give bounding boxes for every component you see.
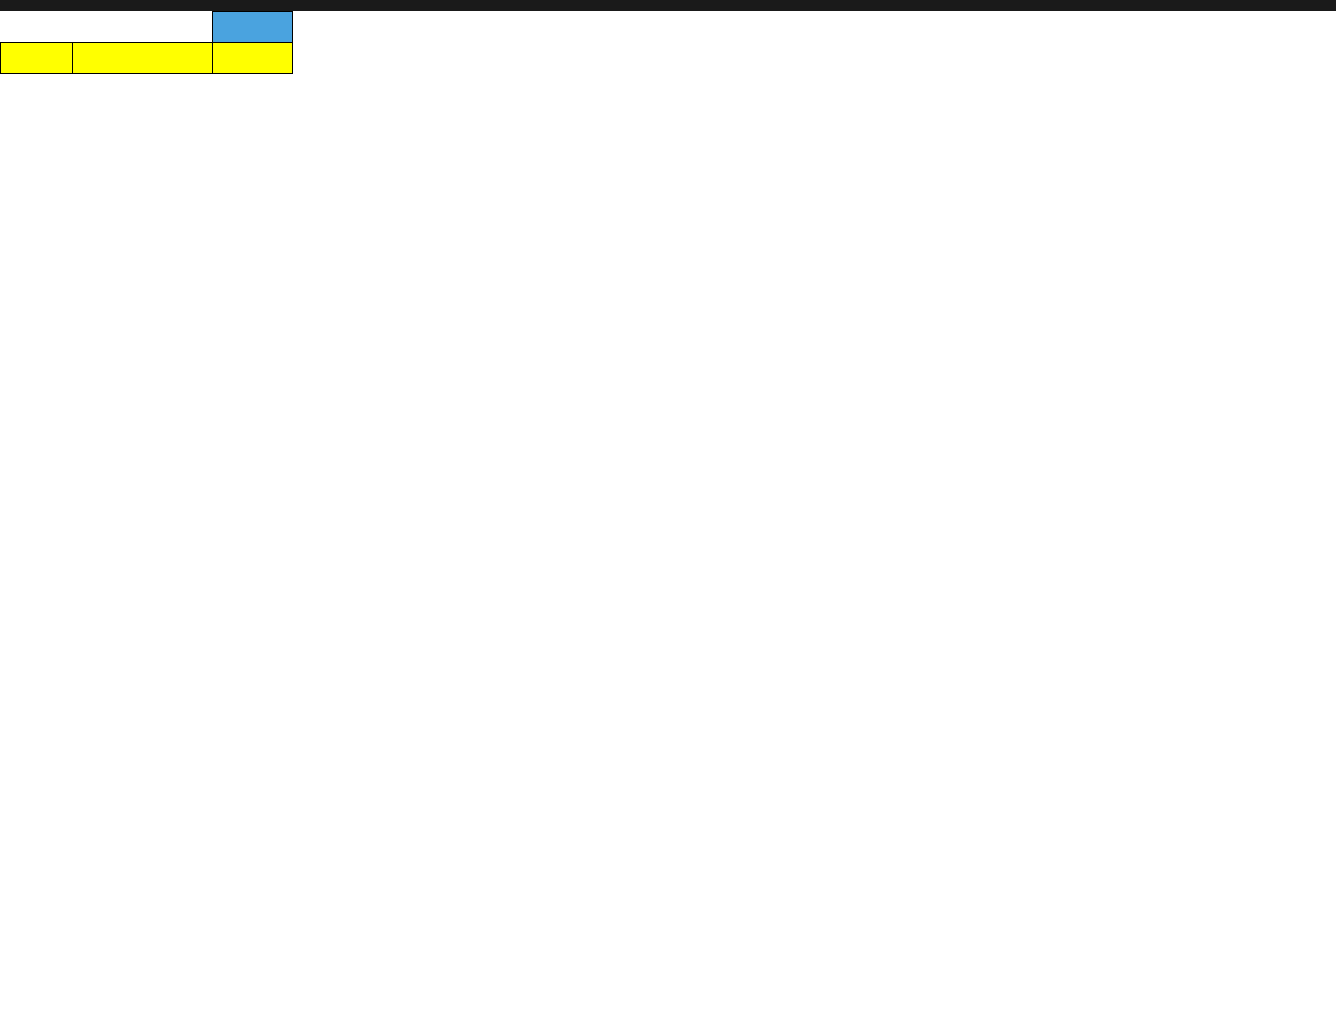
round-label[interactable] bbox=[213, 12, 293, 43]
points-header[interactable] bbox=[213, 43, 293, 74]
empty-cell bbox=[1, 12, 73, 43]
rank-header[interactable] bbox=[1, 43, 73, 74]
round-ranking-table bbox=[0, 11, 293, 74]
participants-header[interactable] bbox=[73, 43, 213, 74]
empty-cell bbox=[73, 12, 213, 43]
spreadsheet-top-bar bbox=[0, 0, 1336, 11]
